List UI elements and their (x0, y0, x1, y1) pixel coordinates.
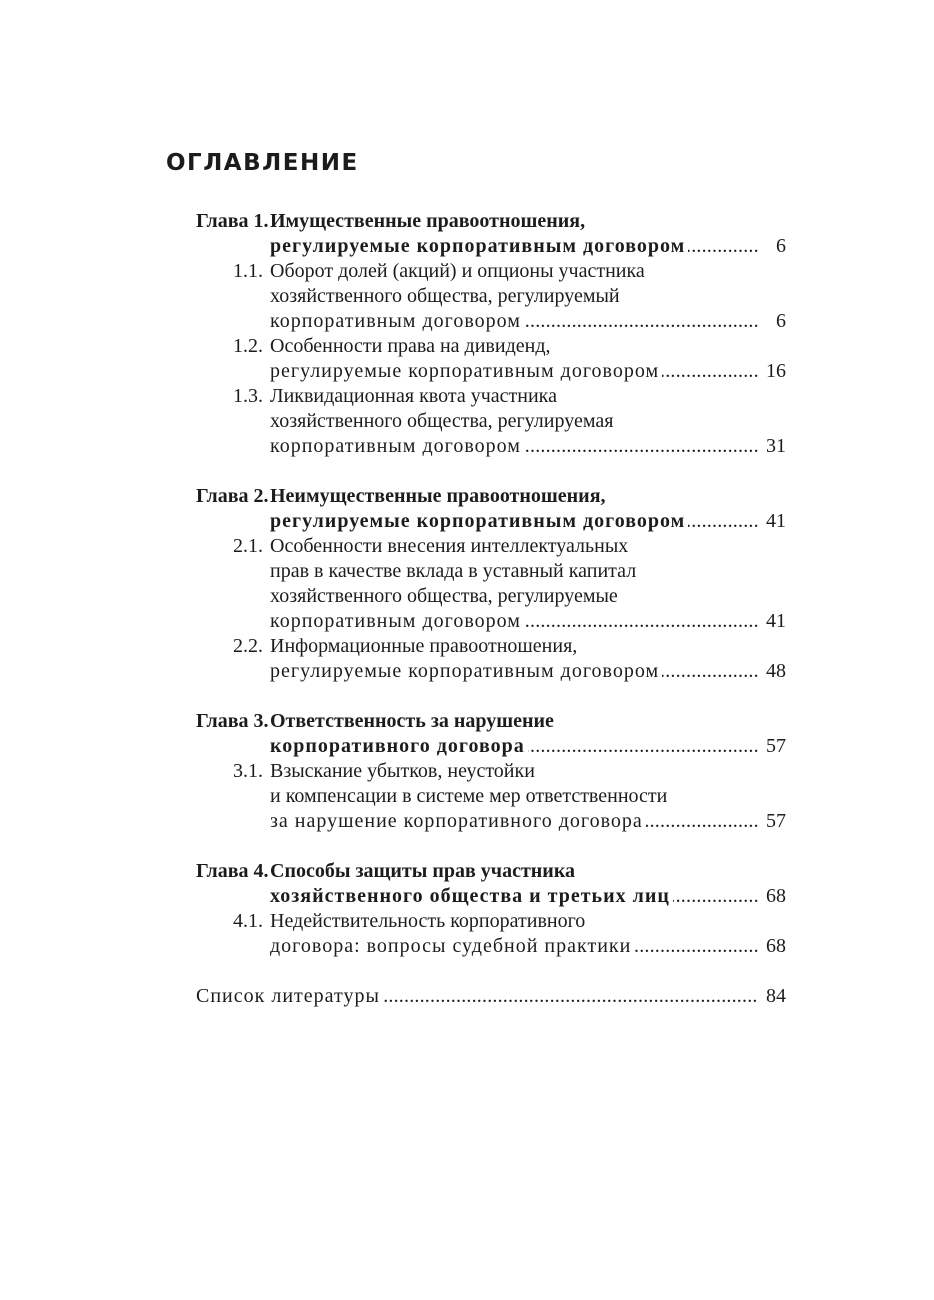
section-row[interactable] (196, 259, 786, 284)
section-title-line: Недействительность корпоративного (270, 910, 586, 932)
section-title-line: регулируемые корпоративным договором (270, 660, 662, 682)
section-number: 2.1. (233, 535, 263, 557)
section-row (196, 609, 786, 634)
references-entry[interactable] (196, 984, 786, 1009)
section-row[interactable] (196, 384, 786, 409)
section-title-line: корпоративным договором (270, 435, 524, 457)
toc-leader (270, 309, 786, 334)
section-title-line: Информационные правоотношения, (270, 635, 578, 657)
section-number: 1.1. (233, 260, 263, 282)
toc-leader (270, 734, 786, 759)
chapter-title-line: Имущественные правоотношения, (270, 210, 586, 232)
section-title-line: договора: вопросы судебной практики (270, 935, 634, 957)
chapter-title-line: Неимущественные правоотношения, (270, 485, 606, 507)
section-row (196, 559, 786, 584)
chapter-title-row (196, 859, 786, 884)
section-title-line: и компенсации в системе мер ответственности (270, 785, 668, 807)
chapter-title-line: регулируемые корпоративным договором (270, 510, 688, 532)
page-number: 68 (766, 885, 786, 907)
page-number: 84 (766, 985, 786, 1007)
section-title-line: Особенности внесения интеллектуальных (270, 535, 629, 557)
toc-leader (270, 934, 786, 959)
section-number: 3.1. (233, 760, 263, 782)
chapter-1[interactable] (196, 209, 786, 459)
chapter-title-row (196, 484, 786, 509)
section-number: 4.1. (233, 910, 263, 932)
chapter-label: Глава 3. (196, 710, 269, 732)
section-title-line: корпоративным договором (270, 610, 524, 632)
page-number: 48 (766, 660, 786, 682)
chapter-title-line: хозяйственного общества и третьих лиц (270, 885, 673, 907)
section-row (196, 434, 786, 459)
section-title-line: хозяйственного общества, регулируемый (270, 285, 620, 307)
toc-leader (270, 359, 786, 384)
page-number: 41 (766, 610, 786, 632)
chapter-3[interactable] (196, 709, 786, 834)
chapter-label: Глава 2. (196, 485, 269, 507)
toc-leader (270, 809, 786, 834)
section-row (196, 409, 786, 434)
section-row[interactable] (196, 759, 786, 784)
page-title: ОГЛАВЛЕНИЕ (166, 150, 359, 176)
page-number: 31 (766, 435, 786, 457)
section-row (196, 309, 786, 334)
section-row (196, 934, 786, 959)
chapter-title-row (196, 709, 786, 734)
references-label: Список литературы (196, 985, 383, 1007)
toc-leader (270, 434, 786, 459)
section-number: 1.3. (233, 385, 263, 407)
section-title-line: за нарушение корпоративного договора (270, 810, 646, 832)
section-title-line: Ликвидационная квота участника (270, 385, 557, 407)
page-number: 6 (776, 310, 786, 332)
chapter-title-line: корпоративного договора (270, 735, 528, 757)
toc-leader (270, 659, 786, 684)
toc-leader (270, 234, 786, 259)
section-row (196, 659, 786, 684)
section-row[interactable] (196, 634, 786, 659)
chapter-title-row (196, 509, 786, 534)
chapter-title-row (196, 884, 786, 909)
chapter-title-row (196, 234, 786, 259)
page-number: 57 (766, 735, 786, 757)
toc-leader (270, 509, 786, 534)
section-title-line: Взыскание убытков, неустойки (270, 760, 535, 782)
section-number: 2.2. (233, 635, 263, 657)
toc-leader (196, 984, 786, 1009)
section-title-line: хозяйственного общества, регулируемые (270, 585, 618, 607)
section-title-line: хозяйственного общества, регулируемая (270, 410, 614, 432)
section-row[interactable] (196, 909, 786, 934)
toc-leader (270, 884, 786, 909)
page-number: 41 (766, 510, 786, 532)
page-number: 6 (776, 235, 786, 257)
page-number: 57 (766, 810, 786, 832)
chapter-label: Глава 4. (196, 860, 269, 882)
section-row (196, 809, 786, 834)
section-row (196, 584, 786, 609)
chapter-title-line: Способы защиты прав участника (270, 860, 576, 882)
page-number: 16 (766, 360, 786, 382)
chapter-title-line: регулируемые корпоративным договором (270, 235, 688, 257)
section-title-line: Особенности права на дивиденд, (270, 335, 551, 357)
chapter-title-line: Ответственность за нарушение (270, 710, 554, 732)
section-number: 1.2. (233, 335, 263, 357)
chapter-2[interactable] (196, 484, 786, 684)
section-title-line: Оборот долей (акций) и опционы участника (270, 260, 645, 282)
section-row (196, 359, 786, 384)
page-number: 68 (766, 935, 786, 957)
section-title-line: регулируемые корпоративным договором (270, 360, 662, 382)
chapter-4[interactable] (196, 859, 786, 959)
references-row (196, 984, 786, 1009)
section-row (196, 784, 786, 809)
section-title-line: прав в качестве вклада в уставный капитал (270, 560, 637, 582)
section-row[interactable] (196, 534, 786, 559)
chapter-label: Глава 1. (196, 210, 269, 232)
table-of-contents (196, 209, 786, 1034)
chapter-title-row (196, 209, 786, 234)
section-title-line: корпоративным договором (270, 310, 524, 332)
section-row (196, 284, 786, 309)
toc-leader (270, 609, 786, 634)
section-row[interactable] (196, 334, 786, 359)
chapter-title-row (196, 734, 786, 759)
